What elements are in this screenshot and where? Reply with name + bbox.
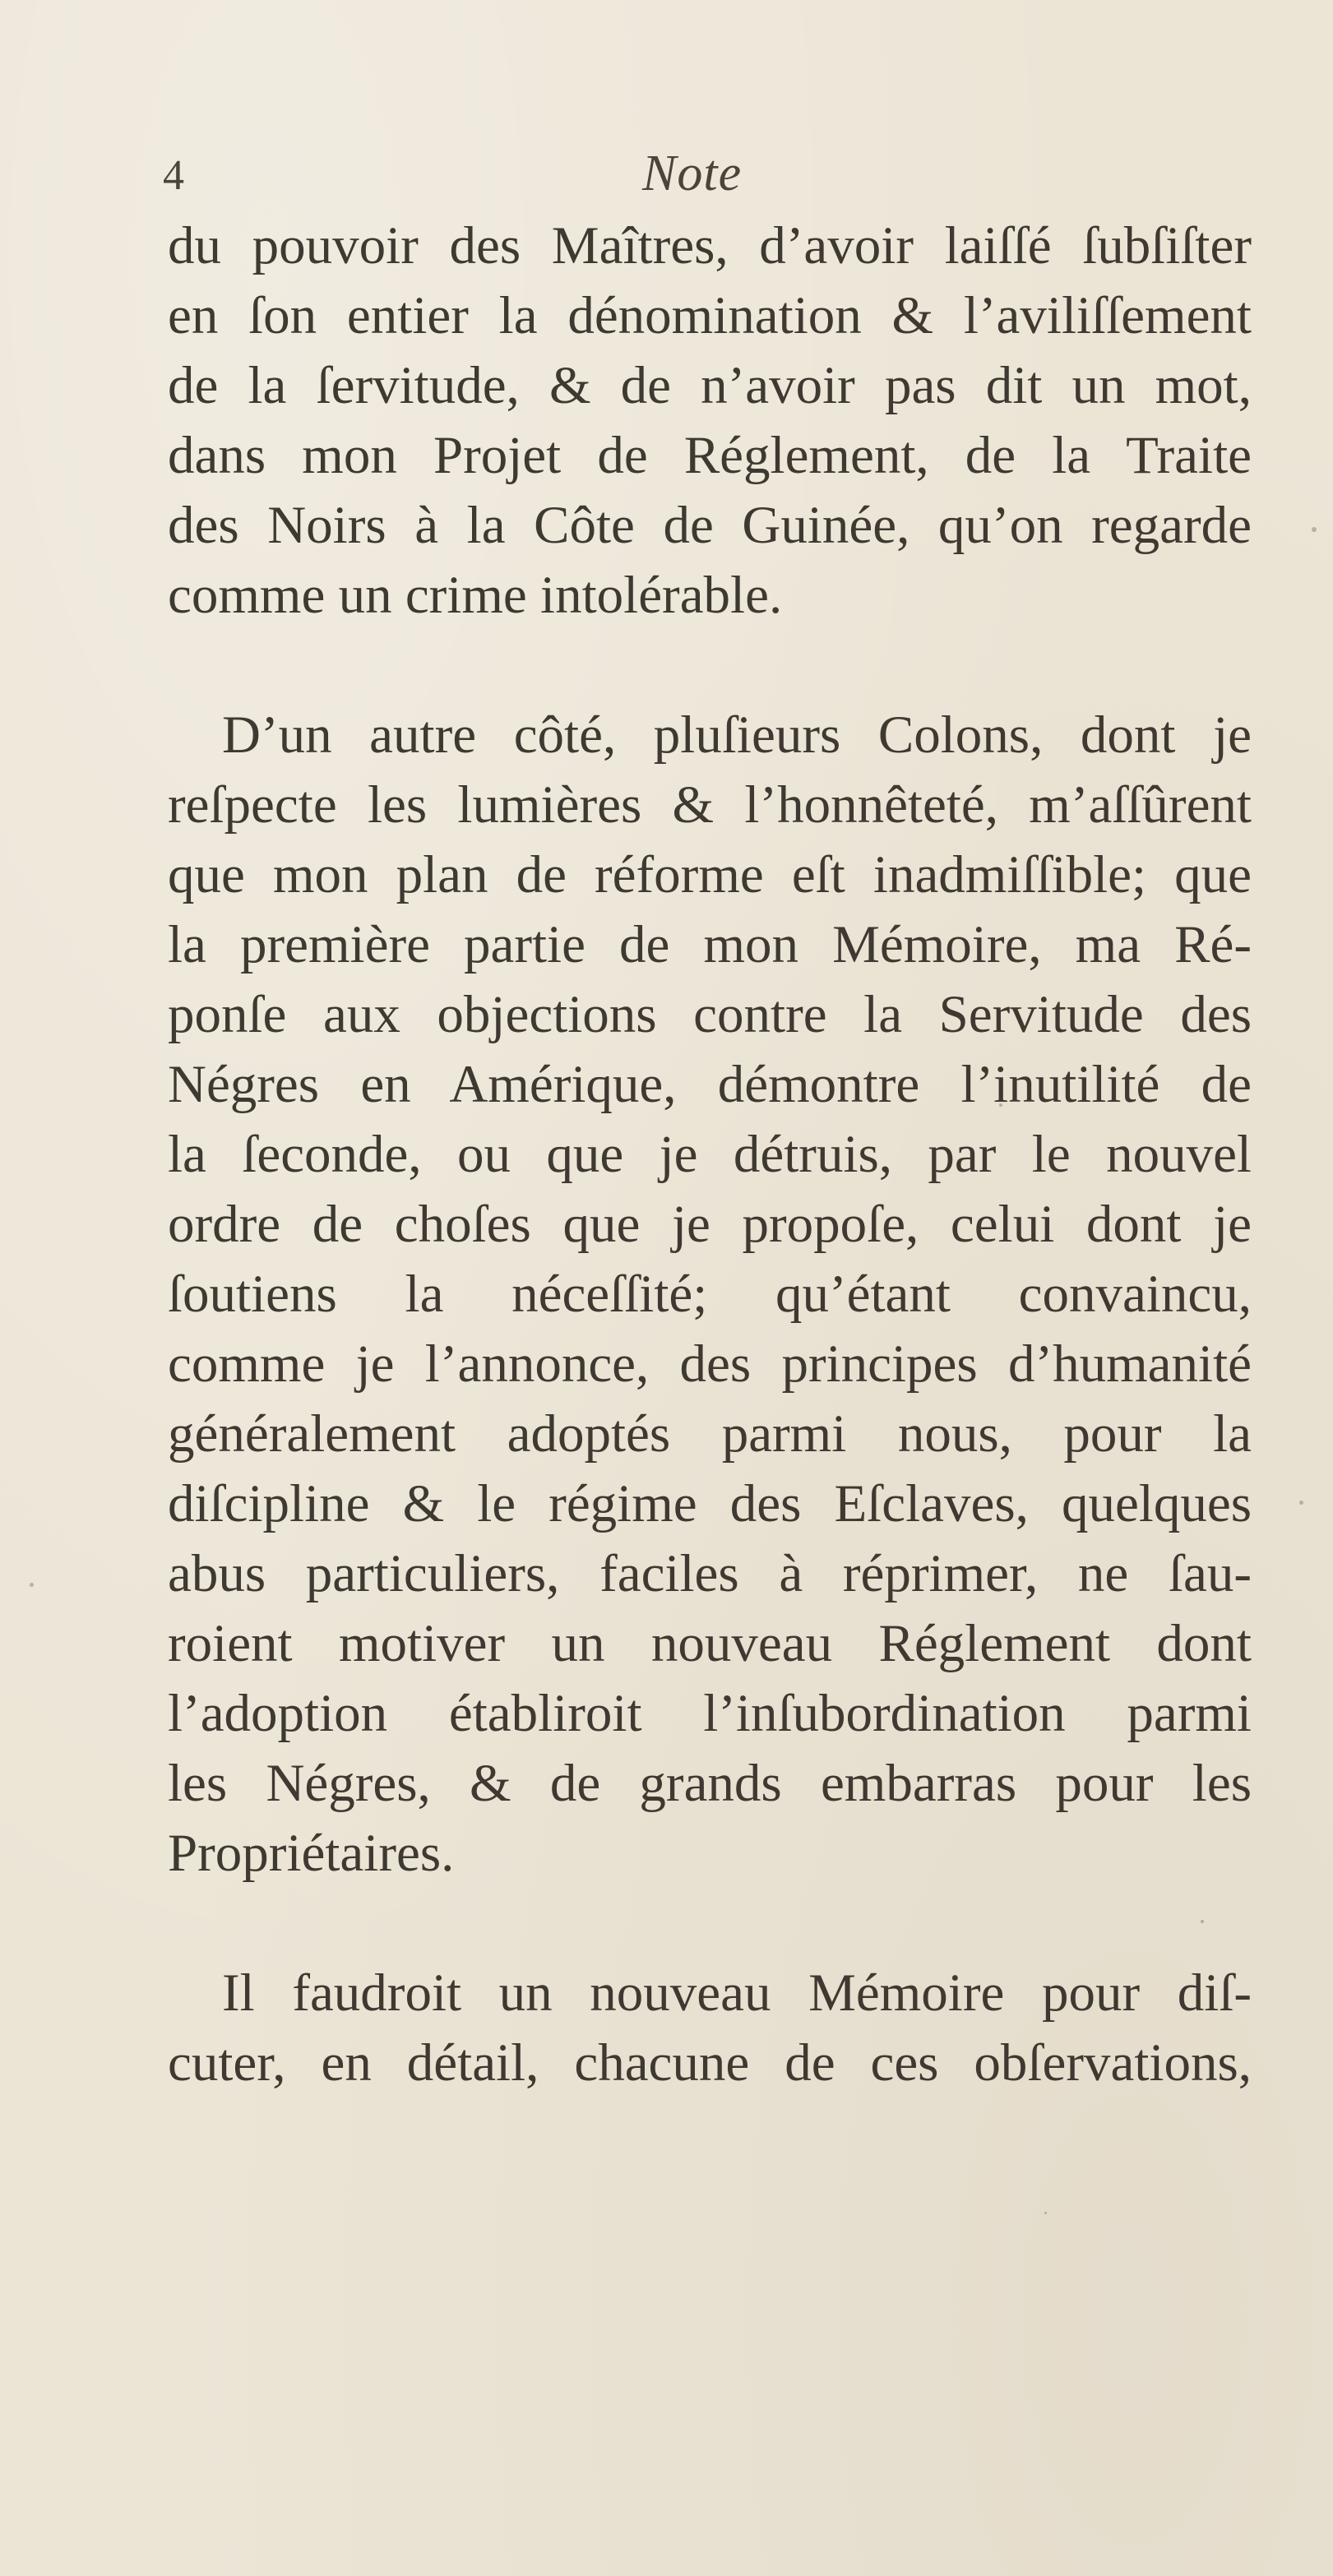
- paper-speck: [615, 1079, 618, 1081]
- text-line: cuter, en détail, chacune de ces obſervations,: [168, 2033, 1252, 2093]
- paper-speck: [1312, 527, 1317, 532]
- paragraph-1: [168, 211, 1252, 631]
- paragraph-3: [168, 1959, 1252, 2098]
- text-line: roient motiver un nouveau Réglement dont: [168, 1614, 1252, 1673]
- text-line: ſoutiens la néceſſité; qu’étant convaincu,: [168, 1265, 1252, 1324]
- text-line: Négres en Amérique, démontre l’inutilité de: [168, 1055, 1252, 1114]
- text-line: ponſe aux objections contre la Servitude des: [168, 985, 1252, 1044]
- text-line: abus particuliers, faciles à réprimer, ne ſau-: [168, 1544, 1252, 1603]
- paper-speck: [1044, 2212, 1047, 2214]
- text-line: l’adoption établiroit l’inſubordination parmi: [168, 1684, 1252, 1743]
- text-line: en ſon entier la dénomination & l’aviliſſement: [168, 286, 1252, 345]
- text-line: les Négres, & de grands embarras pour les: [168, 1754, 1252, 1813]
- text-line: que mon plan de réforme eſt inadmiſſible; que: [168, 845, 1252, 904]
- page-number: 4: [163, 152, 184, 199]
- paper-speck: [30, 1583, 34, 1587]
- text-line: généralement adoptés parmi nous, pour la: [168, 1404, 1252, 1464]
- text-line: reſpecte les lumières & l’honnêteté, m’aſſûrent: [168, 775, 1252, 835]
- text-line: Propriétaires.: [168, 1824, 455, 1883]
- text-line: dans mon Projet de Réglement, de la Traite: [168, 426, 1252, 485]
- paper-speck: [999, 1103, 1002, 1107]
- text-line: diſcipline & le régime des Eſclaves, quelques: [168, 1474, 1252, 1533]
- body-text: [168, 211, 1252, 2098]
- text-line: comme je l’annonce, des principes d’humanité: [168, 1334, 1252, 1394]
- paper-speck: [1201, 1920, 1204, 1923]
- text-line: la première partie de mon Mémoire, ma Ré-: [168, 915, 1252, 974]
- text-line: ordre de choſes que je propoſe, celui dont je: [168, 1195, 1252, 1254]
- running-head: [163, 145, 1257, 215]
- text-line: des Noirs à la Côte de Guinée, qu’on regarde: [168, 496, 1252, 555]
- text-line: du pouvoir des Maîtres, d’avoir laiſſé ſubſiſter: [168, 216, 1252, 275]
- text-line: comme un crime intolérable.: [168, 566, 783, 625]
- paper-speck: [1299, 1501, 1303, 1505]
- paragraph-2: [168, 701, 1252, 1889]
- text-line: de la ſervitude, & de n’avoir pas dit un mot,: [168, 356, 1252, 415]
- text-line: D’un autre côté, pluſieurs Colons, dont je: [222, 705, 1252, 765]
- text-line: Il faudroit un nouveau Mémoire pour diſ-: [222, 1963, 1252, 2023]
- running-title: Note: [642, 146, 743, 201]
- text-line: la ſeconde, ou que je détruis, par le nouvel: [168, 1125, 1252, 1184]
